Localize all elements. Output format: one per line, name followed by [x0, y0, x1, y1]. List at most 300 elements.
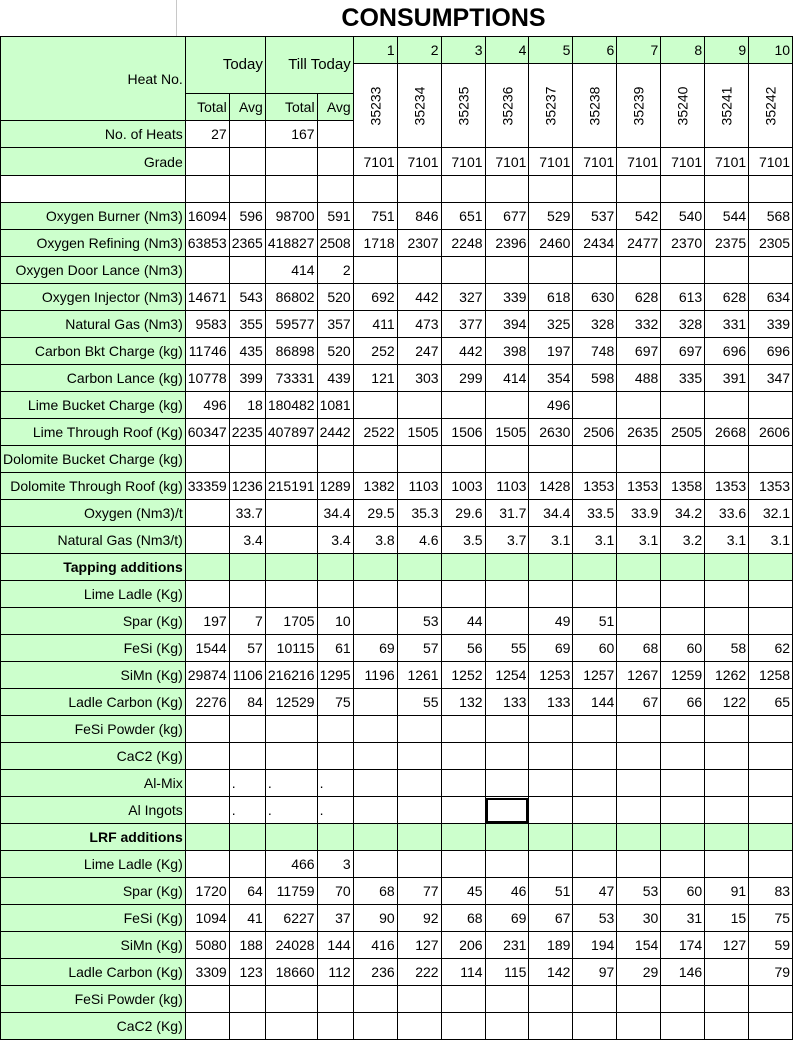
heat-value-cell[interactable]: 394 — [485, 311, 529, 338]
value-cell-today-total[interactable] — [185, 446, 229, 473]
heat-value-cell[interactable]: 97 — [573, 959, 617, 986]
heat-value-cell[interactable] — [749, 392, 793, 419]
heat-value-cell[interactable] — [485, 176, 529, 203]
heat-value-cell[interactable]: 3.2 — [661, 527, 705, 554]
heat-value-cell[interactable]: 67 — [617, 689, 661, 716]
heat-value-cell[interactable] — [529, 986, 573, 1013]
heat-value-cell[interactable]: 7101 — [397, 148, 441, 176]
value-cell-today-total[interactable] — [185, 716, 229, 743]
value-cell-till-total[interactable] — [265, 581, 317, 608]
heat-value-cell[interactable] — [749, 554, 793, 581]
heat-value-cell[interactable]: 57 — [397, 635, 441, 662]
value-cell-till-avg[interactable] — [317, 824, 353, 851]
value-cell-till-avg[interactable]: 3.4 — [317, 527, 353, 554]
heat-value-cell[interactable]: 83 — [749, 878, 793, 905]
heat-value-cell[interactable] — [529, 716, 573, 743]
value-cell-today-total[interactable]: 10778 — [185, 365, 229, 392]
value-cell-today-avg[interactable] — [229, 121, 265, 148]
heat-value-cell[interactable] — [749, 1013, 793, 1040]
heat-value-cell[interactable]: 3.7 — [485, 527, 529, 554]
value-cell-today-total[interactable] — [185, 554, 229, 581]
value-cell-till-avg[interactable]: 439 — [317, 365, 353, 392]
value-cell-today-avg[interactable]: 2235 — [229, 419, 265, 446]
heat-value-cell[interactable] — [353, 608, 397, 635]
heat-value-cell[interactable]: 31 — [661, 905, 705, 932]
value-cell-till-avg[interactable]: 61 — [317, 635, 353, 662]
heat-value-cell[interactable] — [573, 554, 617, 581]
heat-value-cell[interactable]: 69 — [353, 635, 397, 662]
heat-value-cell[interactable]: 1259 — [661, 662, 705, 689]
value-cell-today-total[interactable] — [185, 743, 229, 770]
heat-value-cell[interactable] — [397, 986, 441, 1013]
value-cell-till-avg[interactable]: 591 — [317, 203, 353, 230]
value-cell-today-total[interactable]: 29874 — [185, 662, 229, 689]
heat-value-cell[interactable]: 442 — [441, 338, 485, 365]
value-cell-today-total[interactable] — [185, 824, 229, 851]
heat-value-cell[interactable] — [617, 446, 661, 473]
heat-value-cell[interactable]: 69 — [529, 635, 573, 662]
heat-value-cell[interactable]: 154 — [617, 932, 661, 959]
value-cell-till-avg[interactable]: 3 — [317, 851, 353, 878]
heat-value-cell[interactable] — [661, 581, 705, 608]
heat-value-cell[interactable] — [441, 1013, 485, 1040]
value-cell-till-total[interactable]: 11759 — [265, 878, 317, 905]
heat-value-cell[interactable] — [705, 446, 749, 473]
heat-value-cell[interactable]: 2606 — [749, 419, 793, 446]
heat-value-cell[interactable] — [529, 446, 573, 473]
heat-value-cell[interactable]: 2506 — [573, 419, 617, 446]
heat-value-cell[interactable] — [617, 581, 661, 608]
heat-value-cell[interactable] — [441, 986, 485, 1013]
value-cell-today-total[interactable] — [185, 176, 229, 203]
value-cell-today-avg[interactable] — [229, 824, 265, 851]
heat-value-cell[interactable] — [749, 446, 793, 473]
value-cell-today-total[interactable] — [185, 797, 229, 824]
heat-value-cell[interactable]: 29.6 — [441, 500, 485, 527]
heat-value-cell[interactable] — [441, 770, 485, 797]
heat-value-cell[interactable] — [705, 824, 749, 851]
heat-value-cell[interactable]: 189 — [529, 932, 573, 959]
heat-value-cell[interactable] — [749, 797, 793, 824]
heat-value-cell[interactable]: 60 — [661, 635, 705, 662]
heat-value-cell[interactable]: 3.1 — [573, 527, 617, 554]
heat-value-cell[interactable]: 29.5 — [353, 500, 397, 527]
heat-value-cell[interactable] — [441, 257, 485, 284]
heat-value-cell[interactable]: 32.1 — [749, 500, 793, 527]
heat-value-cell[interactable]: 194 — [573, 932, 617, 959]
heat-value-cell[interactable]: 133 — [529, 689, 573, 716]
heat-value-cell[interactable]: 231 — [485, 932, 529, 959]
value-cell-till-total[interactable] — [265, 446, 317, 473]
heat-value-cell[interactable]: 60 — [661, 878, 705, 905]
heat-value-cell[interactable] — [529, 257, 573, 284]
value-cell-today-total[interactable]: 33359 — [185, 473, 229, 500]
heat-value-cell[interactable]: 51 — [573, 608, 617, 635]
heat-value-cell[interactable]: 1358 — [661, 473, 705, 500]
heat-value-cell[interactable] — [441, 824, 485, 851]
heat-value-cell[interactable]: 347 — [749, 365, 793, 392]
heat-value-cell[interactable]: 1505 — [485, 419, 529, 446]
heat-value-cell[interactable] — [573, 743, 617, 770]
heat-value-cell[interactable] — [397, 1013, 441, 1040]
value-cell-today-total[interactable]: 1544 — [185, 635, 229, 662]
heat-value-cell[interactable]: 7101 — [661, 148, 705, 176]
heat-value-cell[interactable]: 442 — [397, 284, 441, 311]
heat-value-cell[interactable] — [529, 851, 573, 878]
value-cell-till-avg[interactable] — [317, 176, 353, 203]
heat-value-cell[interactable]: 328 — [661, 311, 705, 338]
heat-value-cell[interactable]: 416 — [353, 932, 397, 959]
heat-value-cell[interactable] — [353, 770, 397, 797]
value-cell-till-total[interactable] — [265, 986, 317, 1013]
heat-number-cell[interactable] — [353, 64, 397, 148]
heat-value-cell[interactable]: 677 — [485, 203, 529, 230]
heat-value-cell[interactable]: 142 — [529, 959, 573, 986]
heat-value-cell[interactable] — [617, 851, 661, 878]
value-cell-till-total[interactable]: 414 — [265, 257, 317, 284]
value-cell-today-total[interactable]: 60347 — [185, 419, 229, 446]
heat-value-cell[interactable]: 1103 — [397, 473, 441, 500]
heat-value-cell[interactable] — [661, 851, 705, 878]
heat-value-cell[interactable] — [529, 797, 573, 824]
value-cell-today-total[interactable]: 9583 — [185, 311, 229, 338]
value-cell-today-avg[interactable]: 596 — [229, 203, 265, 230]
value-cell-today-avg[interactable] — [229, 743, 265, 770]
value-cell-till-avg[interactable] — [317, 121, 353, 148]
value-cell-today-avg[interactable]: . — [229, 797, 265, 824]
value-cell-till-avg[interactable] — [317, 446, 353, 473]
heat-value-cell[interactable]: 121 — [353, 365, 397, 392]
heat-value-cell[interactable]: 692 — [353, 284, 397, 311]
heat-value-cell[interactable]: 127 — [397, 932, 441, 959]
heat-value-cell[interactable] — [661, 257, 705, 284]
heat-value-cell[interactable] — [485, 581, 529, 608]
heat-value-cell[interactable] — [529, 554, 573, 581]
heat-value-cell[interactable]: 630 — [573, 284, 617, 311]
heat-value-cell[interactable]: 398 — [485, 338, 529, 365]
value-cell-till-avg[interactable] — [317, 1013, 353, 1040]
heat-value-cell[interactable]: 53 — [397, 608, 441, 635]
value-cell-till-avg[interactable]: . — [317, 797, 353, 824]
heat-value-cell[interactable]: 146 — [661, 959, 705, 986]
heat-value-cell[interactable]: 354 — [529, 365, 573, 392]
value-cell-till-total[interactable]: 10115 — [265, 635, 317, 662]
heat-value-cell[interactable]: 1196 — [353, 662, 397, 689]
heat-value-cell[interactable]: 2522 — [353, 419, 397, 446]
heat-value-cell[interactable]: 2396 — [485, 230, 529, 257]
heat-value-cell[interactable] — [573, 770, 617, 797]
heat-value-cell[interactable] — [529, 1013, 573, 1040]
heat-value-cell[interactable]: 174 — [661, 932, 705, 959]
heat-value-cell[interactable] — [485, 392, 529, 419]
value-cell-today-total[interactable] — [185, 257, 229, 284]
value-cell-today-avg[interactable] — [229, 851, 265, 878]
heat-value-cell[interactable] — [749, 581, 793, 608]
heat-value-cell[interactable] — [485, 554, 529, 581]
heat-value-cell[interactable] — [353, 554, 397, 581]
value-cell-till-total[interactable] — [265, 554, 317, 581]
value-cell-till-avg[interactable] — [317, 716, 353, 743]
heat-value-cell[interactable]: 696 — [749, 338, 793, 365]
heat-value-cell[interactable]: 2307 — [397, 230, 441, 257]
heat-value-cell[interactable]: 1718 — [353, 230, 397, 257]
heat-value-cell[interactable] — [705, 176, 749, 203]
heat-value-cell[interactable]: 90 — [353, 905, 397, 932]
value-cell-today-total[interactable] — [185, 581, 229, 608]
heat-value-cell[interactable]: 325 — [529, 311, 573, 338]
heat-value-cell[interactable] — [661, 770, 705, 797]
heat-value-cell[interactable] — [705, 716, 749, 743]
heat-value-cell[interactable]: 47 — [573, 878, 617, 905]
heat-value-cell[interactable]: 544 — [705, 203, 749, 230]
heat-value-cell[interactable] — [749, 743, 793, 770]
heat-value-cell[interactable] — [573, 257, 617, 284]
value-cell-till-avg[interactable]: 2508 — [317, 230, 353, 257]
value-cell-till-total[interactable] — [265, 743, 317, 770]
heat-value-cell[interactable]: 751 — [353, 203, 397, 230]
heat-value-cell[interactable] — [441, 716, 485, 743]
heat-value-cell[interactable]: 529 — [529, 203, 573, 230]
heat-value-cell[interactable] — [661, 797, 705, 824]
heat-value-cell[interactable]: 91 — [705, 878, 749, 905]
value-cell-today-avg[interactable] — [229, 1013, 265, 1040]
heat-value-cell[interactable] — [705, 608, 749, 635]
heat-value-cell[interactable]: 2434 — [573, 230, 617, 257]
heat-value-cell[interactable] — [441, 176, 485, 203]
value-cell-till-avg[interactable] — [317, 581, 353, 608]
heat-value-cell[interactable] — [485, 851, 529, 878]
value-cell-today-avg[interactable]: 64 — [229, 878, 265, 905]
value-cell-today-total[interactable]: 197 — [185, 608, 229, 635]
value-cell-till-total[interactable] — [265, 176, 317, 203]
value-cell-today-avg[interactable] — [229, 986, 265, 1013]
heat-value-cell[interactable]: 846 — [397, 203, 441, 230]
heat-number-cell[interactable] — [617, 64, 661, 148]
heat-value-cell[interactable]: 30 — [617, 905, 661, 932]
value-cell-today-total[interactable] — [185, 770, 229, 797]
heat-value-cell[interactable]: 197 — [529, 338, 573, 365]
heat-value-cell[interactable]: 60 — [573, 635, 617, 662]
heat-value-cell[interactable]: 414 — [485, 365, 529, 392]
heat-value-cell[interactable] — [617, 797, 661, 824]
value-cell-till-avg[interactable]: 37 — [317, 905, 353, 932]
heat-value-cell[interactable]: 68 — [441, 905, 485, 932]
heat-value-cell[interactable]: 7101 — [573, 148, 617, 176]
value-cell-till-total[interactable] — [265, 1013, 317, 1040]
heat-value-cell[interactable]: 1261 — [397, 662, 441, 689]
heat-value-cell[interactable]: 247 — [397, 338, 441, 365]
value-cell-till-total[interactable]: 98700 — [265, 203, 317, 230]
heat-value-cell[interactable]: 303 — [397, 365, 441, 392]
heat-value-cell[interactable]: 33.5 — [573, 500, 617, 527]
heat-value-cell[interactable]: 34.4 — [529, 500, 573, 527]
heat-value-cell[interactable] — [749, 257, 793, 284]
heat-value-cell[interactable]: 391 — [705, 365, 749, 392]
heat-value-cell[interactable]: 1353 — [749, 473, 793, 500]
heat-value-cell[interactable] — [573, 392, 617, 419]
value-cell-till-total[interactable]: 86802 — [265, 284, 317, 311]
value-cell-today-total[interactable]: 11746 — [185, 338, 229, 365]
heat-number-cell[interactable] — [485, 64, 529, 148]
value-cell-till-avg[interactable]: 75 — [317, 689, 353, 716]
heat-value-cell[interactable]: 252 — [353, 338, 397, 365]
heat-value-cell[interactable]: 634 — [749, 284, 793, 311]
heat-value-cell[interactable] — [573, 986, 617, 1013]
value-cell-till-total[interactable]: . — [265, 770, 317, 797]
value-cell-today-avg[interactable]: 33.7 — [229, 500, 265, 527]
heat-value-cell[interactable]: 697 — [617, 338, 661, 365]
heat-value-cell[interactable] — [353, 392, 397, 419]
value-cell-today-total[interactable] — [185, 1013, 229, 1040]
heat-number-cell[interactable] — [441, 64, 485, 148]
heat-value-cell[interactable] — [661, 824, 705, 851]
heat-value-cell[interactable]: 77 — [397, 878, 441, 905]
value-cell-today-total[interactable] — [185, 148, 229, 176]
heat-value-cell[interactable]: 697 — [661, 338, 705, 365]
value-cell-today-avg[interactable]: 435 — [229, 338, 265, 365]
heat-value-cell[interactable] — [661, 176, 705, 203]
value-cell-till-avg[interactable] — [317, 743, 353, 770]
heat-value-cell[interactable] — [529, 581, 573, 608]
value-cell-till-avg[interactable]: 2442 — [317, 419, 353, 446]
heat-value-cell[interactable] — [441, 581, 485, 608]
heat-value-cell[interactable]: 328 — [573, 311, 617, 338]
heat-value-cell[interactable] — [353, 851, 397, 878]
value-cell-till-total[interactable]: 216216 — [265, 662, 317, 689]
value-cell-till-total[interactable]: 215191 — [265, 473, 317, 500]
value-cell-till-total[interactable]: 12529 — [265, 689, 317, 716]
value-cell-till-total[interactable]: 1705 — [265, 608, 317, 635]
heat-value-cell[interactable]: 377 — [441, 311, 485, 338]
heat-value-cell[interactable]: 115 — [485, 959, 529, 986]
heat-value-cell[interactable] — [441, 446, 485, 473]
heat-number-cell[interactable] — [529, 64, 573, 148]
value-cell-today-avg[interactable]: 2365 — [229, 230, 265, 257]
heat-value-cell[interactable]: 127 — [705, 932, 749, 959]
heat-value-cell[interactable]: 1353 — [705, 473, 749, 500]
heat-value-cell[interactable]: 1505 — [397, 419, 441, 446]
value-cell-today-total[interactable]: 27 — [185, 121, 229, 148]
heat-value-cell[interactable] — [661, 446, 705, 473]
heat-value-cell[interactable]: 3.1 — [749, 527, 793, 554]
heat-value-cell[interactable]: 568 — [749, 203, 793, 230]
heat-value-cell[interactable]: 122 — [705, 689, 749, 716]
value-cell-till-total[interactable]: 167 — [265, 121, 317, 148]
heat-value-cell[interactable] — [749, 770, 793, 797]
heat-value-cell[interactable]: 748 — [573, 338, 617, 365]
heat-value-cell[interactable] — [485, 1013, 529, 1040]
heat-value-cell[interactable] — [705, 743, 749, 770]
heat-value-cell[interactable]: 144 — [573, 689, 617, 716]
value-cell-till-avg[interactable]: 144 — [317, 932, 353, 959]
heat-value-cell[interactable] — [573, 716, 617, 743]
heat-value-cell[interactable]: 132 — [441, 689, 485, 716]
value-cell-today-avg[interactable] — [229, 176, 265, 203]
heat-value-cell[interactable] — [617, 824, 661, 851]
heat-value-cell[interactable] — [529, 176, 573, 203]
heat-value-cell[interactable] — [353, 581, 397, 608]
heat-value-cell[interactable]: 236 — [353, 959, 397, 986]
heat-number-cell[interactable] — [397, 64, 441, 148]
heat-value-cell[interactable]: 473 — [397, 311, 441, 338]
value-cell-today-avg[interactable] — [229, 446, 265, 473]
value-cell-today-avg[interactable]: 543 — [229, 284, 265, 311]
heat-value-cell[interactable] — [749, 986, 793, 1013]
heat-number-cell[interactable] — [573, 64, 617, 148]
heat-value-cell[interactable]: 31.7 — [485, 500, 529, 527]
heat-value-cell[interactable] — [617, 176, 661, 203]
heat-value-cell[interactable] — [485, 986, 529, 1013]
heat-value-cell[interactable]: 68 — [617, 635, 661, 662]
heat-value-cell[interactable] — [661, 743, 705, 770]
heat-value-cell[interactable] — [573, 824, 617, 851]
heat-value-cell[interactable]: 7101 — [353, 148, 397, 176]
heat-value-cell[interactable] — [529, 824, 573, 851]
heat-value-cell[interactable]: 651 — [441, 203, 485, 230]
heat-value-cell[interactable]: 34.2 — [661, 500, 705, 527]
heat-value-cell[interactable] — [397, 257, 441, 284]
heat-value-cell[interactable]: 2505 — [661, 419, 705, 446]
value-cell-today-total[interactable]: 1720 — [185, 878, 229, 905]
value-cell-till-total[interactable]: 180482 — [265, 392, 317, 419]
value-cell-till-avg[interactable] — [317, 148, 353, 176]
value-cell-today-total[interactable]: 2276 — [185, 689, 229, 716]
value-cell-today-total[interactable]: 14671 — [185, 284, 229, 311]
heat-value-cell[interactable] — [397, 446, 441, 473]
value-cell-today-avg[interactable] — [229, 257, 265, 284]
value-cell-till-avg[interactable]: 1081 — [317, 392, 353, 419]
heat-value-cell[interactable]: 3.1 — [617, 527, 661, 554]
value-cell-today-total[interactable]: 5080 — [185, 932, 229, 959]
heat-value-cell[interactable]: 1257 — [573, 662, 617, 689]
heat-value-cell[interactable] — [485, 824, 529, 851]
heat-value-cell[interactable]: 68 — [353, 878, 397, 905]
heat-value-cell[interactable] — [749, 716, 793, 743]
heat-value-cell[interactable]: 4.6 — [397, 527, 441, 554]
heat-value-cell[interactable]: 1103 — [485, 473, 529, 500]
heat-value-cell[interactable]: 2370 — [661, 230, 705, 257]
value-cell-today-avg[interactable] — [229, 716, 265, 743]
value-cell-till-avg[interactable]: 112 — [317, 959, 353, 986]
heat-value-cell[interactable]: 1252 — [441, 662, 485, 689]
heat-value-cell[interactable]: 58 — [705, 635, 749, 662]
heat-value-cell[interactable]: 3.8 — [353, 527, 397, 554]
value-cell-till-avg[interactable]: 1289 — [317, 473, 353, 500]
value-cell-till-avg[interactable] — [317, 554, 353, 581]
heat-value-cell[interactable] — [749, 608, 793, 635]
heat-value-cell[interactable]: 3.5 — [441, 527, 485, 554]
value-cell-today-avg[interactable]: . — [229, 770, 265, 797]
value-cell-till-avg[interactable]: 10 — [317, 608, 353, 635]
heat-value-cell[interactable]: 1353 — [617, 473, 661, 500]
heat-value-cell[interactable]: 7101 — [617, 148, 661, 176]
heat-value-cell[interactable]: 2477 — [617, 230, 661, 257]
value-cell-till-total[interactable] — [265, 824, 317, 851]
heat-value-cell[interactable]: 339 — [749, 311, 793, 338]
heat-value-cell[interactable]: 696 — [705, 338, 749, 365]
heat-value-cell[interactable] — [705, 851, 749, 878]
heat-value-cell[interactable]: 1003 — [441, 473, 485, 500]
heat-value-cell[interactable] — [749, 176, 793, 203]
value-cell-till-avg[interactable]: 2 — [317, 257, 353, 284]
value-cell-today-total[interactable] — [185, 500, 229, 527]
heat-value-cell[interactable]: 1253 — [529, 662, 573, 689]
value-cell-till-avg[interactable]: 520 — [317, 338, 353, 365]
heat-value-cell[interactable]: 598 — [573, 365, 617, 392]
heat-value-cell[interactable]: 133 — [485, 689, 529, 716]
value-cell-till-total[interactable]: 73331 — [265, 365, 317, 392]
heat-value-cell[interactable] — [529, 770, 573, 797]
